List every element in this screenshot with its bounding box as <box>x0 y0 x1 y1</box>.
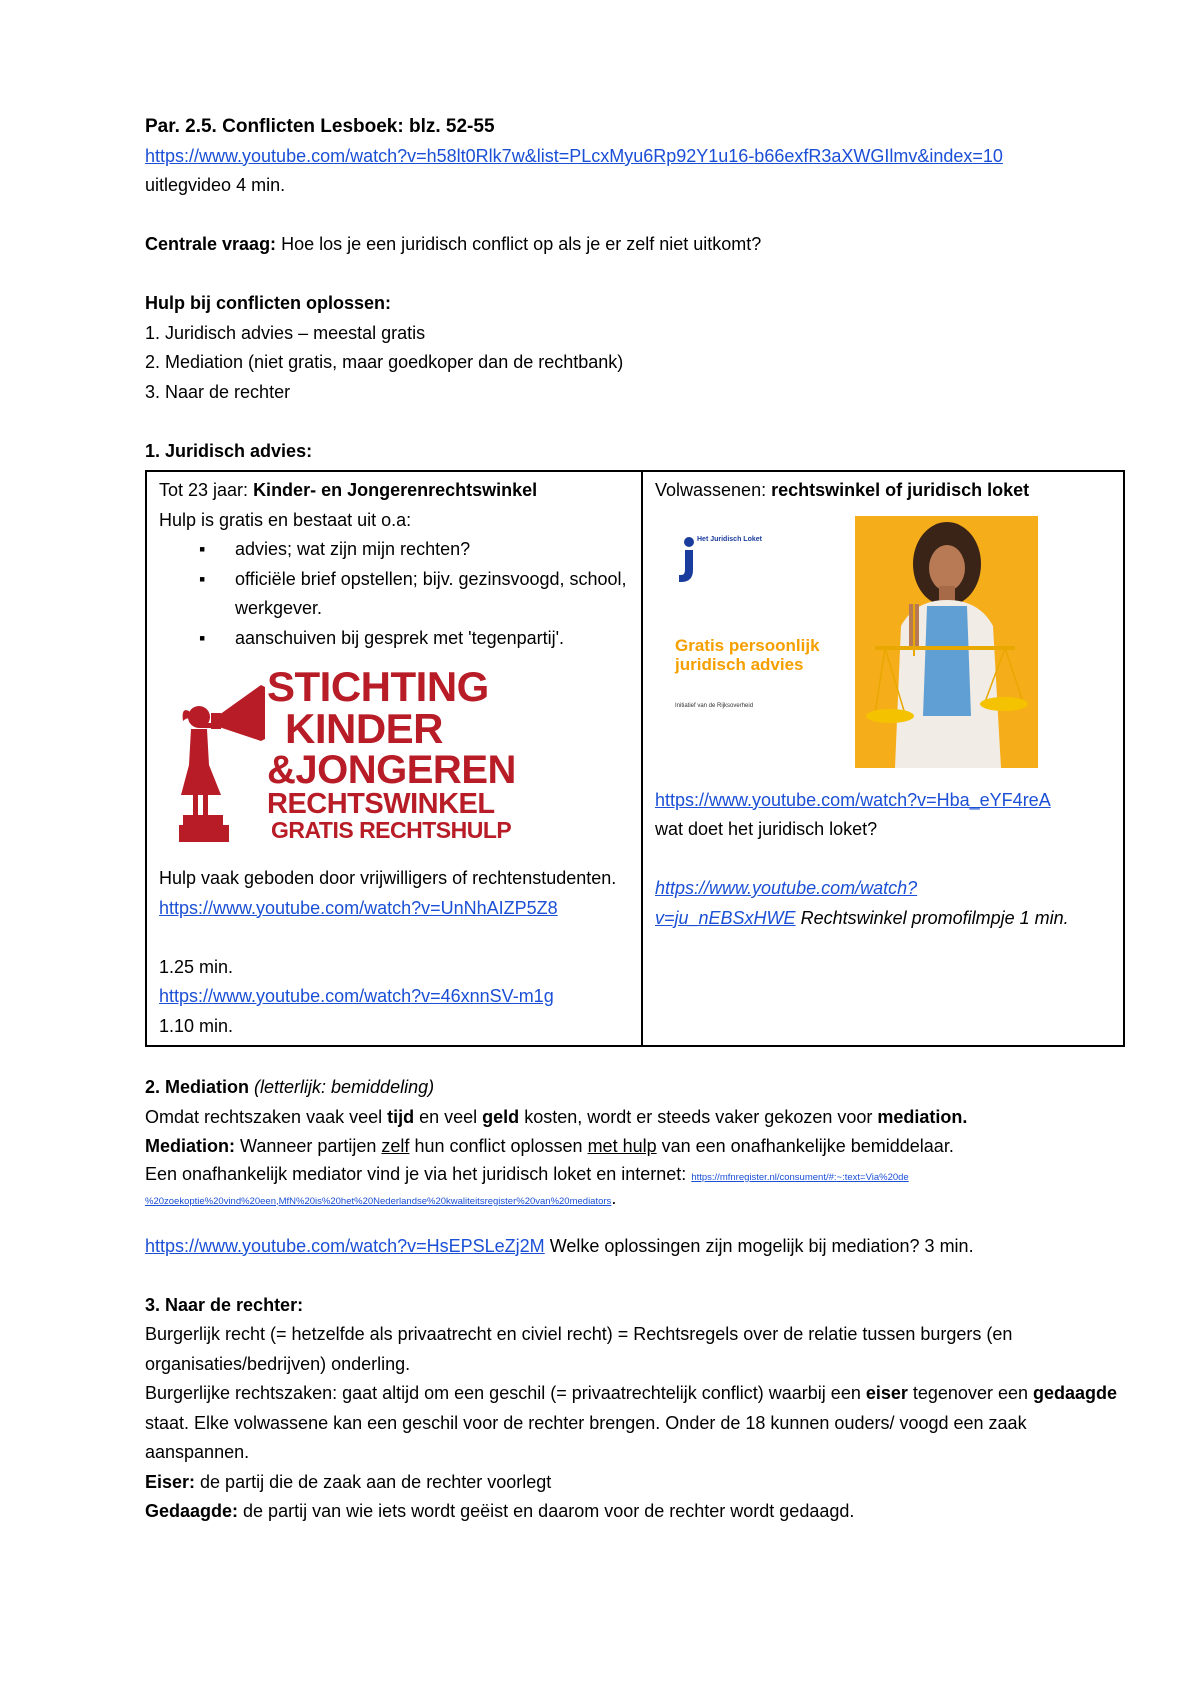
text-run: zelf <box>381 1136 410 1156</box>
youth-help-text: Hulp vaak geboden door vrijwilligers of rechtenstudenten. <box>159 868 617 888</box>
mediation-video-link[interactable]: https://www.youtube.com/watch?v=HsEPSLeZj2M <box>145 1235 545 1256</box>
text-run: tegenover een <box>907 1383 1033 1403</box>
text-run: kosten, wordt er steeds vaker gekozen voor <box>519 1106 878 1127</box>
stichting-logo-text <box>267 663 516 843</box>
link-part: https://mfnregister.nl/consument/#:~:text=Via%20de <box>691 1171 909 1183</box>
loket-video-note: wat doet het juridisch loket? <box>655 819 878 839</box>
text-run: Eiser: <box>145 1471 196 1492</box>
section3-heading <box>145 1291 1135 1321</box>
section1-heading <box>145 437 1135 467</box>
help-item: 1. Juridisch advies – meestal gratis <box>145 322 426 343</box>
page-title: Par. 2.5. Conflicten Lesboek: blz. 52-55 <box>145 116 495 137</box>
section2-heading-bold: 2. Mediation <box>145 1077 250 1097</box>
text-run: Gedaagde: <box>145 1501 239 1521</box>
text-run: Wanneer partijen <box>235 1136 382 1156</box>
intro-video-note: uitlegvideo 4 min. <box>145 175 286 195</box>
mediation-paragraph-1 <box>145 1103 1135 1133</box>
link-part: v=ju_nEBSxHWE <box>655 907 796 928</box>
stichting-logo <box>179 663 629 843</box>
link-part: %20zoekoptie%20vind%20een,MfN%20is%20het%20Nederlandse%20kwaliteitsregister%20van%20mediators <box>145 1195 612 1207</box>
adult-intro-bold: rechtswinkel of juridisch loket <box>771 480 1030 500</box>
section2-heading-italic: (letterlijk: bemiddeling) <box>249 1077 435 1097</box>
bullet-icon: ▪ <box>199 568 206 589</box>
section2-heading <box>145 1073 1135 1103</box>
mediator-paragraph <box>145 1162 1135 1210</box>
mediation-video <box>145 1232 1135 1262</box>
eiser-definition <box>145 1468 1135 1498</box>
text-run: . <box>611 1187 617 1208</box>
text-run: Mediation: <box>145 1136 235 1156</box>
text-run: mediation. <box>877 1106 968 1127</box>
text-run: eiser <box>865 1383 908 1403</box>
central-question <box>145 230 1135 260</box>
text-run: Burgerlijke rechtszaken: gaat altijd om een geschil (= privaatrechtelijk conflict) waarbij een <box>145 1383 866 1403</box>
youth-intro-bold: Kinder- en Jongerenrechtswinkel <box>253 480 538 500</box>
text-run: de partij die de zaak aan de rechter voorlegt <box>195 1471 552 1492</box>
advice-cell-adults <box>642 471 1124 1046</box>
help-heading <box>145 289 1135 319</box>
advice-cell-youth <box>146 471 642 1046</box>
list-item <box>199 624 629 654</box>
juridisch-loket-headline: Gratis persoonlijk juridisch advies <box>675 635 820 674</box>
text-run: de partij van wie iets wordt geëist en daarom voor de rechter wordt gedaagd. <box>238 1501 855 1521</box>
list-item <box>199 565 629 624</box>
logo-line: KINDER <box>285 705 444 752</box>
text-run: van een onafhankelijke bemiddelaar. <box>656 1136 954 1156</box>
burgerlijk-recht-paragraph: Burgerlijk recht (= hetzelfde als privaatrecht en civiel recht) = Rechtsregels over de relatie tussen burgers (en organisaties/bedrijven) onderling. <box>145 1324 1013 1374</box>
text-run: Een onafhankelijk mediator vind je via het juridisch loket en internet: <box>145 1163 692 1184</box>
list-item <box>199 535 629 565</box>
megaphone-girl-icon <box>179 677 269 842</box>
youth-video-link-2[interactable]: https://www.youtube.com/watch?v=46xnnSV-m1g <box>159 986 554 1006</box>
youth-duration-1: 1.25 min. <box>159 956 234 977</box>
logo-line: GRATIS RECHTSHULP <box>271 817 512 843</box>
loket-video-link[interactable]: https://www.youtube.com/watch?v=Hba_eYF4reA <box>655 789 1051 810</box>
text-run: geld <box>482 1106 520 1127</box>
youth-line2: Hulp is gratis en bestaat uit o.a: <box>159 509 412 530</box>
section1-heading-text: 1. Juridisch advies: <box>145 440 313 461</box>
bullet-text: officiële brief opstellen; bijv. gezinsvoogd, school, werkgever. <box>235 568 627 618</box>
text-run: met hulp <box>587 1136 657 1156</box>
juridisch-loket-subline: Initiatief van de Rijksoverheid <box>675 702 754 709</box>
mediation-video-note: Welke oplossingen zijn mogelijk bij mediation? 3 min. <box>544 1235 974 1256</box>
text-run: staat. Elke volwassene kan een geschil voor de rechter brengen. Onder de 18 kunnen ouders/ voogd een zaak aanspannen. <box>145 1412 1027 1462</box>
text-run: tijd <box>387 1106 415 1127</box>
gedaagde-definition <box>145 1497 1135 1527</box>
youth-bullet-list <box>159 535 629 653</box>
document-page <box>145 112 1135 1527</box>
youth-video-link-1[interactable]: https://www.youtube.com/watch?v=UnNhAIZP5Z8 <box>159 897 558 918</box>
text-run: Omdat rechtszaken vaak veel <box>145 1106 388 1127</box>
adult-intro <box>655 476 1111 506</box>
youth-intro-plain: Tot 23 jaar: <box>159 480 254 500</box>
woman-with-scales-image <box>855 516 1038 768</box>
intro-video-link[interactable]: https://www.youtube.com/watch?v=h58lt0Rlk7w&list=PLcxMyu6Rp92Y1u16-b66exfR3aXWGIlmv&index=10 <box>145 145 1003 166</box>
text-run: en veel <box>414 1106 483 1127</box>
text-run: gedaagde <box>1033 1383 1118 1403</box>
logo-line: STICHTING <box>267 663 489 710</box>
help-item: 3. Naar de rechter <box>145 381 291 402</box>
text-run: hun conflict oplossen <box>409 1136 588 1156</box>
link-part: https://www.youtube.com/watch? <box>655 878 918 898</box>
bullet-icon: ▪ <box>199 627 206 648</box>
youth-intro <box>159 476 629 506</box>
bullet-icon: ▪ <box>199 539 206 559</box>
advice-table <box>145 470 1125 1047</box>
rechtswinkel-video-note: Rechtswinkel promofilmpje 1 min. <box>795 907 1069 928</box>
central-question-text: Hoe los je een juridisch conflict op als je er zelf niet uitkomt? <box>276 234 762 254</box>
juridisch-loket-image <box>667 516 1111 768</box>
mediation-definition <box>145 1132 1135 1162</box>
adult-intro-plain: Volwassenen: <box>655 480 772 500</box>
central-question-label: Centrale vraag: <box>145 234 277 254</box>
help-item: 2. Mediation (niet gratis, maar goedkoper dan de rechtbank) <box>145 352 624 372</box>
juridisch-loket-logo-text: Het Juridisch Loket <box>697 535 762 543</box>
logo-line: RECHTSWINKEL <box>267 788 495 820</box>
rechtswinkel-promo <box>655 874 1111 933</box>
rechtszaken-paragraph <box>145 1379 1135 1468</box>
logo-line: &JONGEREN <box>267 748 516 792</box>
bullet-text: aanschuiven bij gesprek met 'tegenpartij'. <box>235 627 565 648</box>
youth-duration-2: 1.10 min. <box>159 1015 234 1036</box>
bullet-text: advies; wat zijn mijn rechten? <box>235 539 471 559</box>
section3-heading-text: 3. Naar de rechter: <box>145 1294 304 1315</box>
juridisch-loket-banner <box>667 516 827 768</box>
help-heading-text: Hulp bij conflicten oplossen: <box>145 293 392 313</box>
